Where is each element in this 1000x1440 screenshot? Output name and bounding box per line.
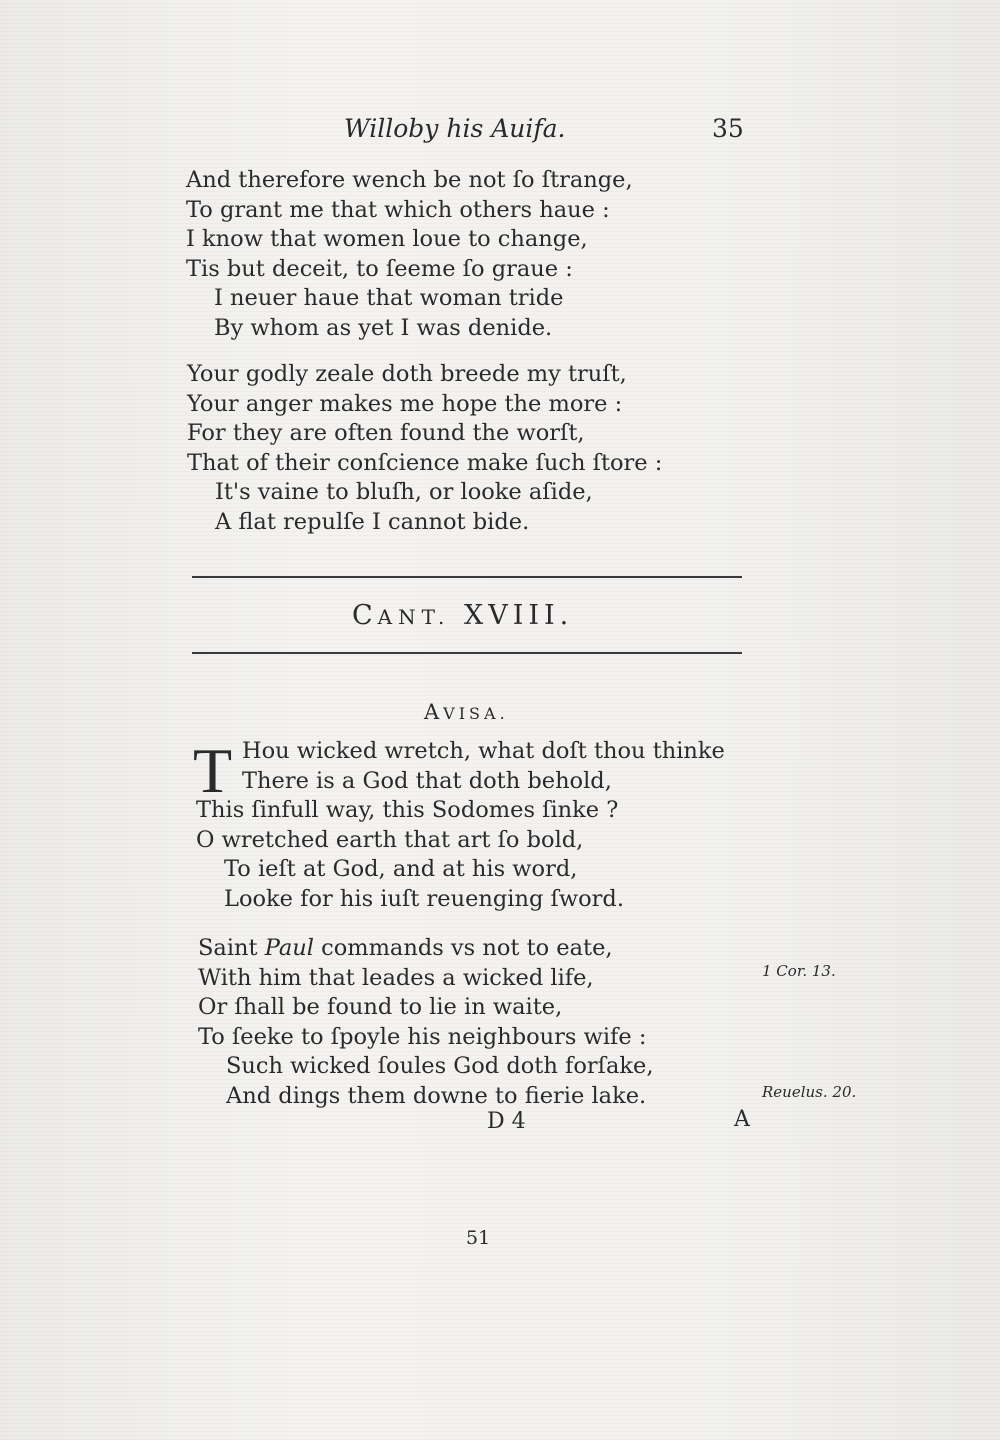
verse-line: With him that leades a wicked life, [198, 964, 594, 991]
verse-fragment: commands vs not to eate, [313, 935, 613, 961]
speaker-name: VISA. [443, 704, 509, 723]
verse-line: By whom as yet I was denide. [214, 314, 553, 341]
running-title: Willoby his Auifa. [344, 114, 566, 143]
verse-line [198, 934, 653, 964]
stanza-1 [186, 166, 633, 343]
drop-cap: T [193, 735, 233, 806]
bottom-divider-rule [192, 652, 742, 654]
margin-note-cor: 1 Cor. 13. [762, 962, 836, 980]
verse-line: To ſeeke to ſpoyle his neighbours wife : [198, 1023, 647, 1050]
top-divider-rule [192, 576, 742, 578]
verse-line: Your anger makes me hope the more : [187, 390, 623, 417]
verse-line: Looke for his iuſt reuenging ſword. [224, 885, 624, 912]
verse-line: Or ſhall be found to lie in waite, [198, 994, 563, 1020]
verse-line: Your godly zeale doth breede my truſt, [187, 361, 627, 387]
margin-note-reuelus: Reuelus. 20. [762, 1083, 857, 1101]
verse-line: Hou wicked wretch, what doſt thou thinke [242, 738, 725, 764]
verse-line: This ſinfull way, this Sodomes ſinke ? [196, 797, 619, 823]
canto-numeral: XVIII. [463, 600, 574, 631]
verse-line: To grant me that which others haue : [186, 196, 610, 223]
italic-name: Paul [264, 935, 314, 961]
verse-line: For they are often found the worſt, [187, 420, 585, 446]
speaker-initial: A [424, 700, 444, 724]
page-number: 35 [712, 114, 744, 143]
verse-line: It's vaine to bluſh, or looke aſide, [215, 479, 593, 505]
canto-heading [352, 600, 573, 631]
speaker-heading [424, 700, 509, 724]
verse-line: Tis but deceit, to ſeeme ſo graue : [186, 255, 573, 282]
verse-line: To ieſt at God, and at his word, [224, 856, 578, 882]
catchword: A [734, 1107, 750, 1132]
folio-number: 51 [466, 1227, 491, 1249]
verse-line: There is a God that doth behold, [242, 767, 612, 794]
verse-line: I know that women loue to change, [186, 226, 588, 252]
verse-line: O wretched earth that art ſo bold, [196, 826, 584, 853]
verse-fragment: Saint [198, 935, 265, 961]
signature-mark: D 4 [487, 1109, 526, 1134]
verse-line: A flat repulſe I cannot bide. [215, 508, 530, 535]
stanza-2 [187, 360, 662, 537]
verse-line: Such wicked ſoules God doth forſake, [226, 1053, 654, 1079]
verse-line: And therefore wench be not ſo ſtrange, [186, 167, 633, 193]
verse-line: And dings them downe to fierie lake. [226, 1082, 647, 1109]
verse-line: I neuer haue that woman tride [214, 285, 564, 311]
canto-word: ANT. [377, 605, 451, 629]
stanza-3 [196, 737, 725, 914]
canto-initial: C [352, 600, 378, 631]
verse-line: That of their conſcience make ſuch ſtore : [187, 449, 663, 476]
stanza-4 [198, 934, 653, 1111]
